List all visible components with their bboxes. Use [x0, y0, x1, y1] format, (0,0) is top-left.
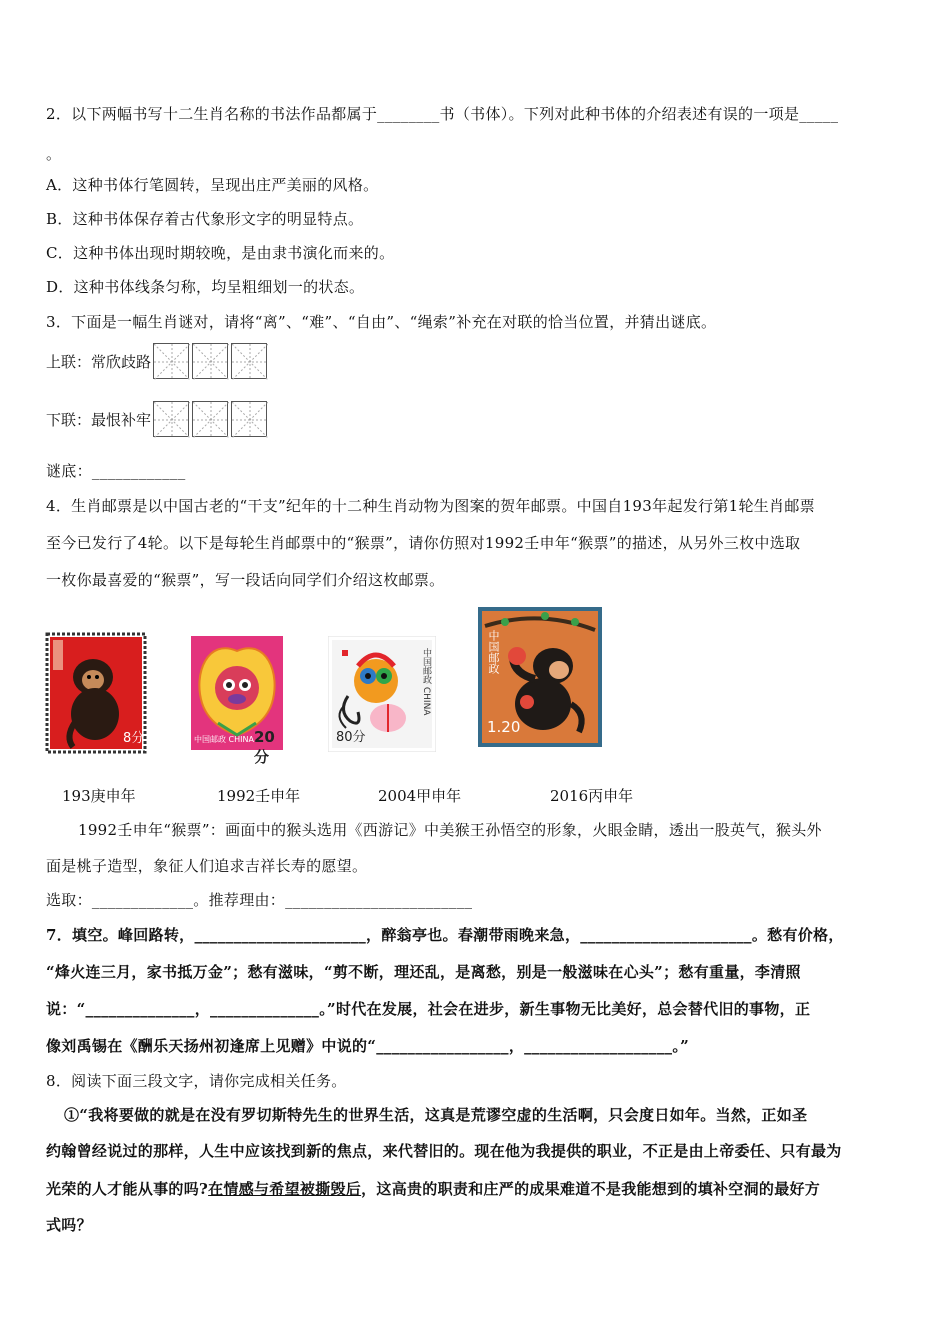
q3-stem: 3．下面是一幅生肖谜对，请将“离”、“难”、“自由”、“绳索”补充在对联的恰当位置，并猜出谜底。: [46, 313, 717, 331]
tianzige-cell[interactable]: [153, 401, 189, 437]
tianzige-cell[interactable]: [231, 343, 267, 379]
stamp-caption-4: 2016丙申年: [550, 787, 634, 805]
q2-option-c: C．这种书体出现时期较晚，是由隶书演化而来的。: [46, 244, 395, 262]
q8-passage-line2: 约翰曾经说过的那样，人生中应该找到新的焦点，来代替旧的。现在他为我提供的职业，不正是由上帝委任、只有最为: [46, 1142, 842, 1160]
q4-line3: 一枚你最喜爱的“猴票”，写一段话向同学们介绍这枚邮票。: [46, 571, 445, 589]
stamp-2004-monkey: [328, 636, 436, 752]
q8-passage-line4: 式吗？: [46, 1216, 92, 1234]
q3-lower-label: 下联：最恨补牢: [46, 410, 152, 429]
stamp-caption-1: 193庚申年: [62, 787, 136, 805]
stamp-3-country: 中国邮政 CHINA: [421, 648, 431, 716]
tianzige-cell[interactable]: [153, 343, 189, 379]
tianzige-cell[interactable]: [192, 401, 228, 437]
q4-desc-line1: 1992壬申年“猴票”：画面中的猴头选用《西游记》中美猴王孙悟空的形象，火眼金睛，透出一股英气，猴头外: [78, 821, 822, 839]
tianzige-cell[interactable]: [192, 343, 228, 379]
q2-option-b: B．这种书体保存着古代象形文字的明显特点。: [46, 210, 364, 228]
q3-answer: 谜底：____________: [46, 462, 186, 480]
q7-line2: “烽火连三月，家书抵万金”；愁有滋味，“剪不断，理还乱，是离愁，别是一般滋味在心头”；愁有重量，李清照: [46, 963, 801, 981]
q3-upper-label: 上联：常欣歧路: [46, 352, 152, 371]
q2-stem-line2: 。: [46, 145, 62, 163]
stamp-2-country: 中国邮政 CHINA: [194, 735, 254, 744]
stamp-caption-3: 2004甲申年: [378, 787, 462, 805]
stamp-4-denomination: 1.20: [487, 718, 521, 736]
q7-line3: 说：“______________，______________。”时代在发展，社会在进步，新生事物无比美好，总会替代旧的事物，正: [46, 1000, 811, 1018]
q2-stem-line1: 2．以下两幅书写十二生肖名称的书法作品都属于________书（书体）。下列对此种书体的介绍表述有误的一项是_____: [46, 105, 839, 123]
stamp-2-denomination: 20分: [254, 728, 275, 766]
q8-passage-line3-pre: 光荣的人才能从事的吗?: [46, 1180, 209, 1198]
q8-passage-line3-post: ，这高贵的职责和庄严的成果难道不是我能想到的填补空洞的最好方: [361, 1180, 821, 1198]
stamp-1-denomination: 8分: [123, 731, 145, 746]
stamp-4-country: 中国邮政: [487, 630, 500, 674]
q7-line4: 像刘禹锡在《酬乐天扬州初逢席上见赠》中说的“_________________，___________________。”: [46, 1037, 690, 1055]
stamp-3-denomination: 80分: [336, 730, 366, 745]
stamp-1980-monkey: [45, 632, 147, 754]
q4-desc-line2: 面是桃子造型，象征人们追求吉祥长寿的愿望。: [46, 857, 368, 875]
q8-passage-line1: ①“我将要做的就是在没有罗切斯特先生的世界生活，这真是荒谬空虚的生活啊，只会度日如年。当然，正如圣: [64, 1106, 808, 1124]
q4-line2: 至今已发行了4轮。以下是每轮生肖邮票中的“猴票”，请你仿照对1992壬申年“猴票”的描述，从另外三枚中选取: [46, 534, 801, 552]
q3-upper-couplet: [46, 343, 270, 379]
q2-option-d: D．这种书体线条匀称，均呈粗细划一的状态。: [46, 278, 365, 296]
q2-option-a: A．这种书体行笔圆转，呈现出庄严美丽的风格。: [46, 176, 379, 194]
stamp-caption-2: 1992壬申年: [217, 787, 301, 805]
q4-choice: 选取：_____________。推荐理由：________________________: [46, 891, 473, 909]
stamp-2016-monkey: [475, 604, 605, 750]
q8-stem: 8．阅读下面三段文字，请你完成相关任务。: [46, 1072, 347, 1090]
tianzige-cell[interactable]: [231, 401, 267, 437]
q7-line1: 7．填空。峰回路转，______________________，醉翁亭也。春潮带雨晚来急，______________________。愁有价格，: [46, 926, 844, 944]
q4-line1: 4．生肖邮票是以中国古老的“干支”纪年的十二种生肖动物为图案的贺年邮票。中国自193年起发行第1轮生肖邮票: [46, 497, 815, 515]
stamp-1992-monkey: [188, 633, 286, 766]
q8-passage-line3: [46, 1178, 820, 1199]
q3-lower-couplet: [46, 401, 270, 437]
q8-passage-underlined-phrase: 在情感与希望被撕毁后: [208, 1180, 362, 1198]
